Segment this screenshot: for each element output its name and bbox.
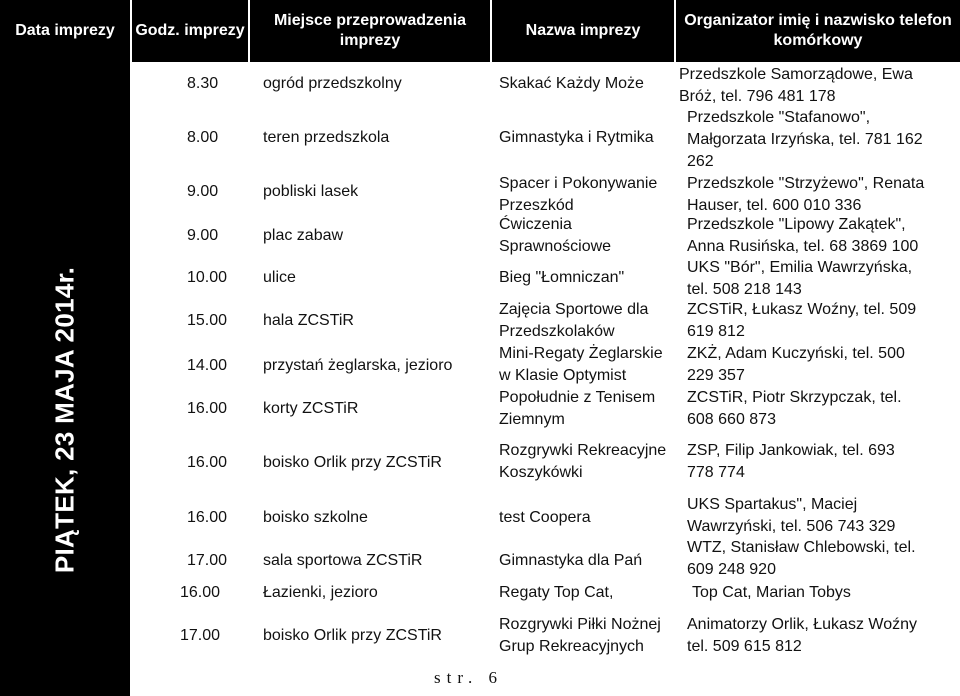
row-organizer: Przedszkole "Lipowy Zakątek", Anna Rusińska, tel. 68 3869 100 — [687, 216, 919, 255]
row-organizer: ZSP, Filip Jankowiak, tel. 693 778 774 — [687, 442, 895, 481]
row-time: 16.00 — [187, 509, 228, 526]
row-time: 15.00 — [187, 312, 228, 329]
row-place: korty ZCSTiR — [263, 400, 359, 417]
header-organizer: Organizator imię i nazwisko telefon komórkowy — [684, 12, 952, 49]
row-time: 9.00 — [187, 227, 219, 244]
row-organizer: Przedszkole Samorządowe, Ewa Bróż, tel. 796 481 178 — [679, 66, 913, 105]
row-organizer: UKS Spartakus", Maciej Wawrzyński, tel. 506 743 329 — [687, 496, 896, 535]
page-number: str. 6 — [434, 668, 504, 687]
day-label: PIĄTEK, 23 MAJA 2014r. — [49, 266, 80, 574]
row-time: 14.00 — [187, 357, 228, 374]
row-event: Gimnastyka i Rytmika — [499, 129, 654, 146]
header-time: Godz. imprezy — [135, 22, 245, 39]
header-place: Miejsce przeprowadzenia imprezy — [273, 12, 467, 49]
row-event: Mini-Regaty Żeglarskie w Klasie Optymist — [499, 345, 663, 384]
row-time: 16.00 — [187, 454, 228, 471]
row-organizer: ZCSTiR, Łukasz Woźny, tel. 509 619 812 — [687, 301, 917, 340]
row-event: Spacer i Pokonywanie Przeszkód — [499, 175, 658, 214]
row-organizer: Animatorzy Orlik, Łukasz Woźny tel. 509 615 812 — [687, 616, 917, 655]
table-header — [0, 0, 960, 62]
row-event: Rozgrywki Rekreacyjne Koszykówki — [499, 442, 667, 481]
row-place: ogród przedszkolny — [263, 75, 402, 92]
row-organizer: ZKŻ, Adam Kuczyński, tel. 500 229 357 — [687, 345, 905, 384]
row-place: boisko szkolne — [263, 509, 368, 526]
row-place: hala ZCSTiR — [263, 312, 354, 329]
row-event: Rozgrywki Piłki Nożnej Grup Rekreacyjnych — [499, 616, 661, 655]
row-organizer: Przedszkole "Strzyżewo", Renata Hauser, tel. 600 010 336 — [687, 175, 925, 214]
row-organizer: WTZ, Stanisław Chlebowski, tel. 609 248 920 — [687, 539, 916, 578]
row-organizer: UKS "Bór", Emilia Wawrzyńska, tel. 508 218 143 — [687, 259, 913, 298]
row-event: Regaty Top Cat, — [499, 584, 614, 601]
row-event: Bieg "Łomniczan" — [499, 269, 625, 286]
row-place: boisko Orlik przy ZCSTiR — [263, 454, 442, 471]
row-organizer: Top Cat, Marian Tobys — [692, 584, 851, 601]
row-event: Gimnastyka dla Pań — [499, 552, 643, 569]
row-time: 8.30 — [187, 75, 219, 92]
row-event: Zajęcia Sportowe dla Przedszkolaków — [499, 301, 649, 340]
row-time: 10.00 — [187, 269, 228, 286]
row-organizer: Przedszkole "Stafanowo", Małgorzata Irzyńska, tel. 781 162 262 — [687, 109, 923, 170]
row-time: 16.00 — [187, 400, 228, 417]
row-event: Skakać Każdy Może — [499, 75, 644, 92]
row-time: 16.00 — [180, 584, 221, 601]
row-place: teren przedszkola — [263, 129, 390, 146]
row-place: sala sportowa ZCSTiR — [263, 552, 423, 569]
header-event-name: Nazwa imprezy — [525, 22, 641, 39]
row-time: 17.00 — [187, 552, 228, 569]
row-place: przystań żeglarska, jezioro — [263, 357, 453, 374]
row-event: Popołudnie z Tenisem Ziemnym — [499, 389, 656, 428]
day-sidebar — [0, 62, 130, 696]
row-time: 8.00 — [187, 129, 219, 146]
row-organizer: ZCSTiR, Piotr Skrzypczak, tel. 608 660 873 — [687, 389, 902, 428]
row-place: plac zabaw — [263, 227, 344, 244]
row-time: 17.00 — [180, 627, 221, 644]
row-time: 9.00 — [187, 183, 219, 200]
row-place: Łazienki, jezioro — [263, 584, 378, 601]
row-place: pobliski lasek — [263, 183, 359, 200]
row-event: test Coopera — [499, 509, 591, 526]
header-date: Data imprezy — [15, 22, 115, 39]
row-place: boisko Orlik przy ZCSTiR — [263, 627, 442, 644]
row-place: ulice — [263, 269, 296, 286]
row-event: Ćwiczenia Sprawnościowe — [499, 216, 612, 255]
